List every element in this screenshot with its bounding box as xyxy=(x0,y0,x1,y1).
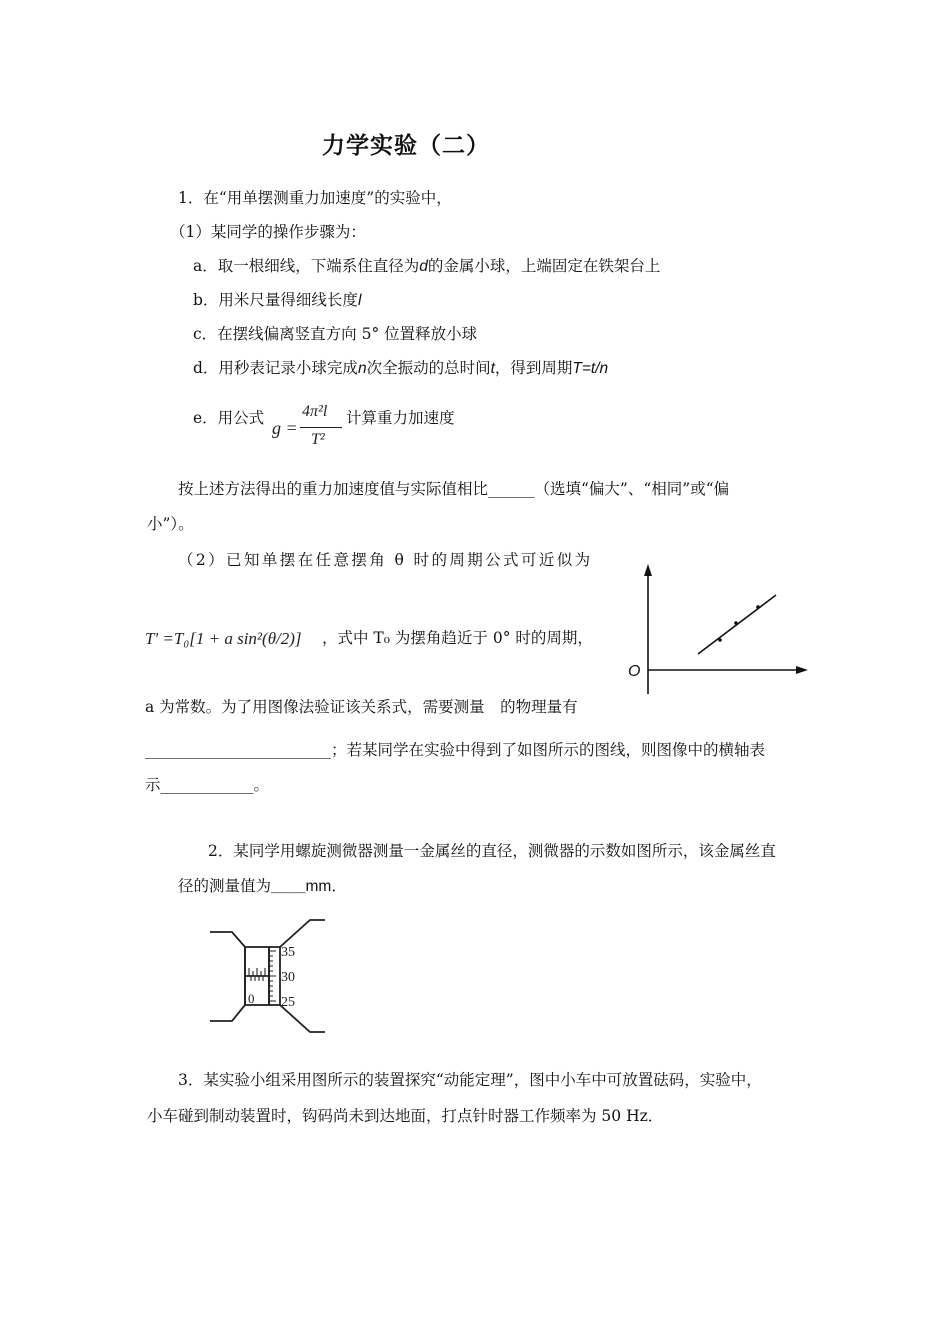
graph-origin-label: O xyxy=(628,663,641,680)
q1-step-e-prefix: e．用公式 xyxy=(193,409,265,427)
q2-line1: 2．某同学用螺旋测微器测量一金属丝的直径，测微器的示数如图所示，该金属丝直 xyxy=(208,842,776,860)
q1-step-b: b．用米尺量得细线长度l xyxy=(193,291,362,309)
graph-x-axis-arrow xyxy=(796,666,808,674)
q1-part2-line5: 示____________。 xyxy=(145,776,270,794)
scale-label-35: 35 xyxy=(281,945,295,960)
q1-part2-line4: ________________________；若某同学在实验中得到了如图所示的图线，则图像中的横轴表 xyxy=(145,741,766,759)
formula-period: T′ =T₀[1 + a sin²(θ/2)] xyxy=(145,629,302,648)
scale-label-25: 25 xyxy=(281,995,295,1010)
graph-fit-line xyxy=(698,595,776,654)
page-title: 力学实验（二） xyxy=(322,132,490,159)
micrometer-frame-left xyxy=(210,932,245,1021)
formula-g-fraction-bar xyxy=(300,427,342,428)
formula-g-numerator: 4π²l xyxy=(302,403,328,420)
q1-step-a: a．取一根细线，下端系住直径为d的金属小球，上端固定在铁架台上 xyxy=(193,257,661,275)
q1-compare-line1: 按上述方法得出的重力加速度值与实际值相比______（选填“偏大”、“相同”或“偏 xyxy=(178,480,730,498)
linear-graph-figure xyxy=(620,560,820,700)
scale-label-30: 30 xyxy=(281,970,295,985)
q3-line1: 3．某实验小组采用图所示的装置探究“动能定理”，图中小车中可放置砝码，实验中， xyxy=(178,1071,762,1089)
q1-part1-label: （1）某同学的操作步骤为： xyxy=(170,223,366,241)
q1-compare-line2: 小”）。 xyxy=(147,515,194,533)
formula-g-denominator: T² xyxy=(311,431,325,448)
graph-data-point xyxy=(756,605,760,609)
q1-intro: 1．在“用单摆测重力加速度”的实验中， xyxy=(178,189,452,207)
graph-data-point xyxy=(734,621,738,625)
q1-step-e-suffix: 计算重力加速度 xyxy=(346,409,455,427)
graph-data-point xyxy=(718,638,722,642)
q1-part2-line1: （2）已知单摆在任意摆角 θ 时的周期公式可近似为 xyxy=(178,551,593,569)
sleeve-zero-label: 0 xyxy=(248,991,255,1006)
q1-step-c: c．在摆线偏离竖直方向 5° 位置释放小球 xyxy=(193,325,478,343)
graph-y-axis-arrow xyxy=(644,564,652,576)
q3-line2: 小车碰到制动装置时，钩码尚未到达地面，打点针时器工作频率为 50 Hz． xyxy=(147,1107,664,1125)
micrometer-figure xyxy=(205,915,335,1035)
q1-part2-line3: a 为常数。为了用图像法验证该关系式，需要测量 的物理量有 xyxy=(145,698,578,716)
q1-part2-line2: ，式中 T₀ 为摆角趋近于 0° 时的周期， xyxy=(322,629,593,647)
q2-line2: 径的测量值为____mm． xyxy=(178,877,347,895)
q1-step-d: d．用秒表记录小球完成n次全振动的总时间t，得到周期T=t/n xyxy=(193,359,609,377)
formula-g-lhs: g = xyxy=(272,418,298,438)
